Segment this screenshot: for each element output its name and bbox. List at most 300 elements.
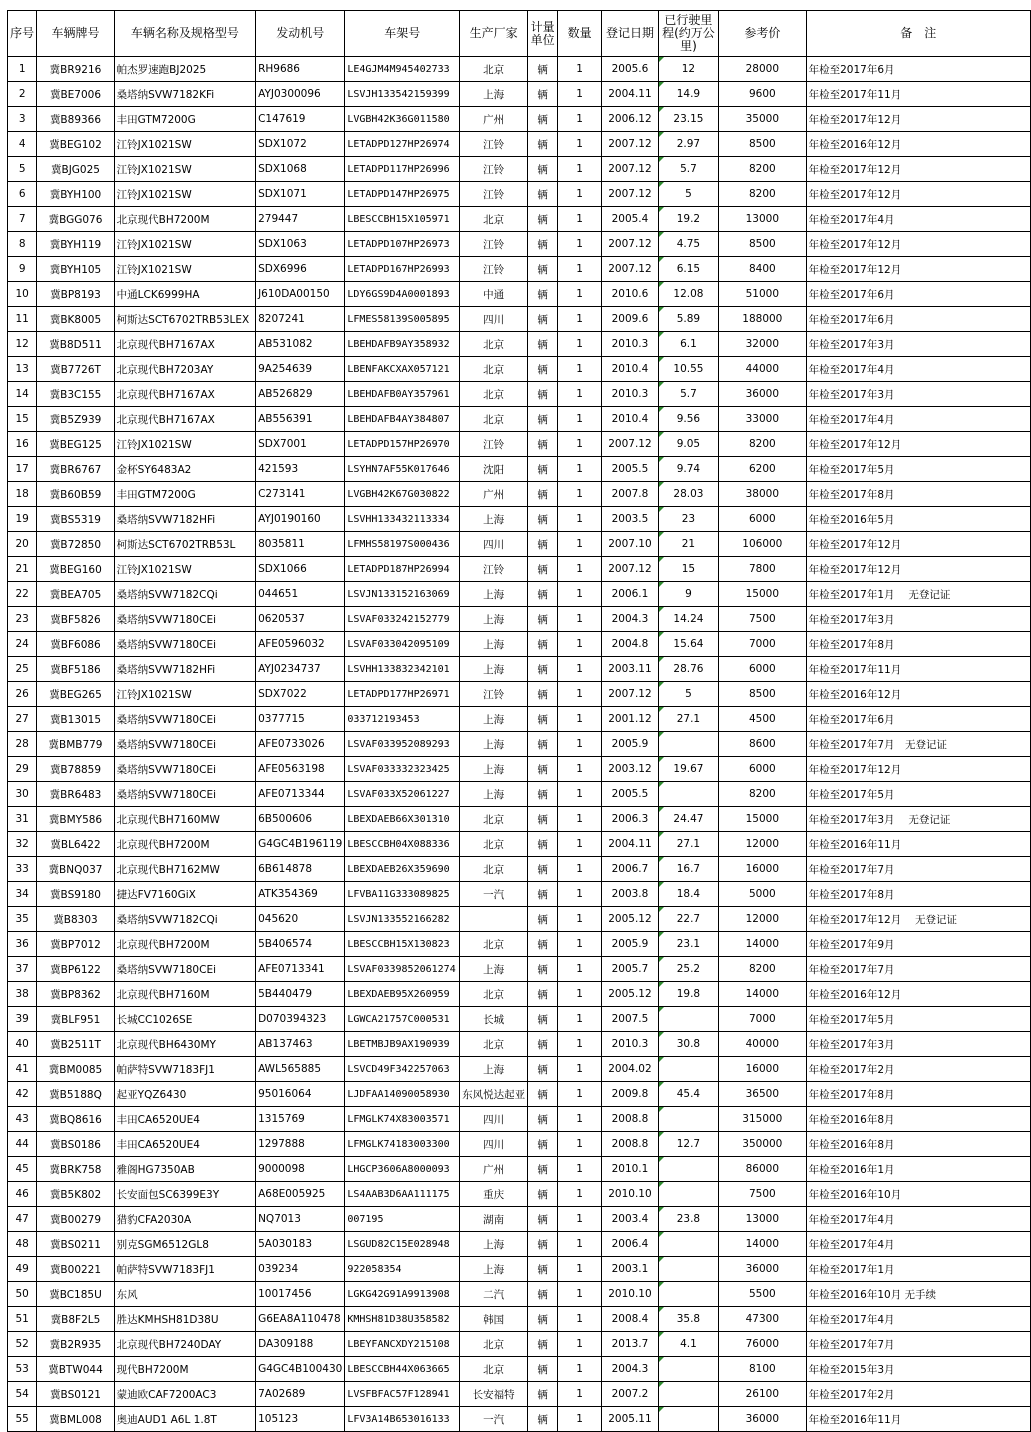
cell-model: 捷达FV7160GiX [114,882,255,907]
cell-model: 江铃JX1021SW [114,157,255,182]
cell-model: 北京现代BH7200M [114,207,255,232]
cell-model: 北京现代BH7240DAY [114,1332,255,1357]
cell-index: 11 [8,307,37,332]
cell-engine: 044651 [256,582,345,607]
cell-mileage: 5.7 [658,382,718,407]
cell-qty: 1 [558,282,602,307]
cell-qty: 1 [558,407,602,432]
cell-index: 35 [8,907,37,932]
cell-model: 桑塔纳SVW7180CEi [114,632,255,657]
table-row [8,407,1031,432]
cell-maker: 广州 [460,1157,528,1182]
cell-remarks: 年检至2017年12月 [806,107,1030,132]
cell-engine: SDX1072 [256,132,345,157]
cell-qty: 1 [558,657,602,682]
cell-unit: 辆 [528,1232,558,1257]
cell-date: 2003.12 [602,757,659,782]
cell-engine: SDX6996 [256,257,345,282]
cell-mileage: 9 [658,582,718,607]
table-row [8,257,1031,282]
cell-engine: 0377715 [256,707,345,732]
cell-unit: 辆 [528,382,558,407]
cell-price: 7500 [719,1182,807,1207]
cell-engine: 421593 [256,457,345,482]
cell-model: 江铃JX1021SW [114,257,255,282]
cell-mileage [658,1382,718,1407]
cell-unit: 辆 [528,332,558,357]
cell-engine: AB526829 [256,382,345,407]
table-row [8,757,1031,782]
table-row [8,607,1031,632]
cell-mileage: 27.1 [658,832,718,857]
cell-date: 2005.11 [602,1407,659,1432]
cell-unit: 辆 [528,882,558,907]
cell-index: 45 [8,1157,37,1182]
cell-index: 16 [8,432,37,457]
cell-remarks: 年检至2017年3月 [806,332,1030,357]
cell-engine: 039234 [256,1257,345,1282]
table-row [8,307,1031,332]
table-row [8,782,1031,807]
cell-price: 16000 [719,1057,807,1082]
cell-remarks: 年检至2017年12月 [806,257,1030,282]
cell-qty: 1 [558,982,602,1007]
cell-unit: 辆 [528,182,558,207]
cell-unit: 辆 [528,732,558,757]
table-row [8,482,1031,507]
cell-price: 38000 [719,482,807,507]
cell-model: 桑塔纳SVW7182CQi [114,582,255,607]
cell-unit: 辆 [528,1207,558,1232]
cell-vin: LFVBA11G333089825 [345,882,460,907]
cell-engine: AB556391 [256,407,345,432]
table-row [8,682,1031,707]
cell-qty: 1 [558,932,602,957]
cell-date: 2008.8 [602,1107,659,1132]
vehicle-table [7,10,1031,1432]
cell-plate: 冀BEG160 [37,557,114,582]
cell-plate: 冀B13015 [37,707,114,732]
cell-price: 14000 [719,1232,807,1257]
cell-maker: 北京 [460,832,528,857]
cell-index: 31 [8,807,37,832]
cell-remarks: 年检至2017年4月 [806,1307,1030,1332]
cell-engine: 95016064 [256,1082,345,1107]
cell-index: 13 [8,357,37,382]
cell-unit: 辆 [528,857,558,882]
cell-price: 36000 [719,1257,807,1282]
cell-plate: 冀B72850 [37,532,114,557]
cell-remarks: 年检至2017年9月 [806,932,1030,957]
cell-index: 34 [8,882,37,907]
cell-plate: 冀B7726T [37,357,114,382]
cell-plate: 冀BEG102 [37,132,114,157]
cell-date: 2004.3 [602,1357,659,1382]
cell-index: 23 [8,607,37,632]
cell-plate: 冀B2R935 [37,1332,114,1357]
cell-vin: LBETMBJB9AX190939 [345,1032,460,1057]
cell-mileage: 2.97 [658,132,718,157]
cell-vin: LVGBH42K67G030822 [345,482,460,507]
cell-mileage: 22.7 [658,907,718,932]
cell-maker: 北京 [460,407,528,432]
cell-vin: LBEXDAEB26X359690 [345,857,460,882]
cell-engine: G4GC4B196119 [256,832,345,857]
cell-model: 北京现代BH7167AX [114,407,255,432]
cell-index: 6 [8,182,37,207]
cell-price: 40000 [719,1032,807,1057]
header-cell-mileage: 已行驶里程(约万公里) [658,11,718,57]
table-row [8,857,1031,882]
cell-qty: 1 [558,1132,602,1157]
cell-price: 8200 [719,157,807,182]
cell-plate: 冀BS0211 [37,1232,114,1257]
cell-unit: 辆 [528,957,558,982]
cell-index: 26 [8,682,37,707]
cell-model: 东风 [114,1282,255,1307]
cell-index: 54 [8,1382,37,1407]
cell-qty: 1 [558,57,602,82]
cell-qty: 1 [558,382,602,407]
cell-engine: AB137463 [256,1032,345,1057]
cell-engine: DA309188 [256,1332,345,1357]
cell-unit: 辆 [528,707,558,732]
cell-qty: 1 [558,482,602,507]
cell-index: 15 [8,407,37,432]
cell-price: 15000 [719,582,807,607]
cell-remarks: 年检至2017年12月 [806,557,1030,582]
cell-index: 10 [8,282,37,307]
cell-index: 21 [8,557,37,582]
cell-model: 金杯SY6483A2 [114,457,255,482]
cell-maker: 重庆 [460,1182,528,1207]
header-cell-model: 车辆名称及规格型号 [114,11,255,57]
cell-remarks: 年检至2017年4月 [806,357,1030,382]
cell-plate: 冀BP6122 [37,957,114,982]
cell-vin: LSVAF033042095109 [345,632,460,657]
cell-plate: 冀BYH100 [37,182,114,207]
cell-index: 18 [8,482,37,507]
cell-index: 7 [8,207,37,232]
cell-vin: LVGBH42K36G011580 [345,107,460,132]
table-body [8,57,1031,1432]
table-row [8,932,1031,957]
cell-price: 8400 [719,257,807,282]
cell-maker: 北京 [460,807,528,832]
cell-remarks: 年检至2015年3月 [806,1357,1030,1382]
cell-vin: LSVCD49F342257063 [345,1057,460,1082]
cell-plate: 冀B78859 [37,757,114,782]
cell-qty: 1 [558,632,602,657]
cell-index: 41 [8,1057,37,1082]
cell-plate: 冀BP8362 [37,982,114,1007]
table-row [8,1382,1031,1407]
cell-model: 江铃JX1021SW [114,682,255,707]
cell-date: 2005.5 [602,782,659,807]
cell-unit: 辆 [528,1157,558,1182]
cell-plate: 冀BEA705 [37,582,114,607]
cell-maker: 北京 [460,357,528,382]
cell-qty: 1 [558,132,602,157]
cell-price: 9600 [719,82,807,107]
cell-remarks: 年检至2017年3月 [806,382,1030,407]
cell-plate: 冀BMY586 [37,807,114,832]
cell-model: 江铃JX1021SW [114,132,255,157]
cell-qty: 1 [558,607,602,632]
cell-engine: 10017456 [256,1282,345,1307]
cell-unit: 辆 [528,757,558,782]
cell-date: 2010.3 [602,332,659,357]
cell-vin: LGWCA21757C000531 [345,1007,460,1032]
cell-model: 北京现代BH6430MY [114,1032,255,1057]
cell-engine: 8035811 [256,532,345,557]
header-cell-date: 登记日期 [602,11,659,57]
cell-maker: 沈阳 [460,457,528,482]
cell-maker: 上海 [460,1057,528,1082]
cell-maker [460,907,528,932]
table-row [8,432,1031,457]
cell-date: 2004.02 [602,1057,659,1082]
cell-mileage: 19.2 [658,207,718,232]
cell-remarks: 年检至2016年12月 [806,132,1030,157]
cell-index: 42 [8,1082,37,1107]
table-row [8,82,1031,107]
cell-model: 江铃JX1021SW [114,182,255,207]
cell-model: 中通LCK6999HA [114,282,255,307]
cell-plate: 冀BF5186 [37,657,114,682]
cell-mileage: 18.4 [658,882,718,907]
cell-mileage: 23.8 [658,1207,718,1232]
cell-unit: 辆 [528,682,558,707]
cell-date: 2008.4 [602,1307,659,1332]
cell-index: 17 [8,457,37,482]
cell-index: 36 [8,932,37,957]
cell-date: 2005.5 [602,457,659,482]
cell-qty: 1 [558,557,602,582]
cell-model: 北京现代BH7167AX [114,382,255,407]
cell-price: 8600 [719,732,807,757]
cell-maker: 一汽 [460,882,528,907]
cell-maker: 东风悦达起亚 [460,1082,528,1107]
cell-date: 2005.6 [602,57,659,82]
table-row [8,1057,1031,1082]
cell-maker: 韩国 [460,1307,528,1332]
table-row [8,1207,1031,1232]
table-row [8,357,1031,382]
cell-vin: LETADPD177HP26971 [345,682,460,707]
cell-date: 2006.3 [602,807,659,832]
table-row [8,157,1031,182]
cell-date: 2010.10 [602,1182,659,1207]
cell-remarks: 年检至2017年3月 [806,607,1030,632]
cell-price: 315000 [719,1107,807,1132]
cell-date: 2007.8 [602,482,659,507]
cell-price: 8200 [719,957,807,982]
cell-maker: 上海 [460,1232,528,1257]
cell-model: 北京现代BH7162MW [114,857,255,882]
cell-remarks: 年检至2017年3月 [806,1032,1030,1057]
cell-unit: 辆 [528,907,558,932]
cell-vin: LBEYFANCXDY215108 [345,1332,460,1357]
cell-vin: LGKG42G91A9913908 [345,1282,460,1307]
cell-price: 7500 [719,607,807,632]
cell-unit: 辆 [528,1032,558,1057]
cell-plate: 冀BM0085 [37,1057,114,1082]
cell-qty: 1 [558,307,602,332]
cell-vin: LBENFAKCXAX057121 [345,357,460,382]
table-row [8,732,1031,757]
cell-plate: 冀BP8193 [37,282,114,307]
cell-vin: LBESCCBH04X088336 [345,832,460,857]
cell-remarks: 年检至2017年8月 [806,882,1030,907]
table-row [8,507,1031,532]
cell-maker: 北京 [460,57,528,82]
cell-engine: SDX1068 [256,157,345,182]
cell-model: 雅阁HG7350AB [114,1157,255,1182]
cell-plate: 冀BS0121 [37,1382,114,1407]
cell-qty: 1 [558,107,602,132]
cell-maker: 四川 [460,1132,528,1157]
cell-date: 2007.12 [602,257,659,282]
cell-maker: 上海 [460,632,528,657]
cell-plate: 冀BS9180 [37,882,114,907]
cell-remarks: 年检至2017年5月 [806,782,1030,807]
cell-engine: 045620 [256,907,345,932]
cell-mileage [658,1157,718,1182]
cell-vin: LFMHS58197S000436 [345,532,460,557]
cell-unit: 辆 [528,232,558,257]
cell-maker: 北京 [460,982,528,1007]
table-row [8,107,1031,132]
cell-qty: 1 [558,1382,602,1407]
cell-plate: 冀BRK758 [37,1157,114,1182]
cell-plate: 冀BLF951 [37,1007,114,1032]
cell-remarks: 年检至2016年5月 [806,507,1030,532]
cell-model: 北京现代BH7200M [114,932,255,957]
cell-qty: 1 [558,157,602,182]
cell-remarks: 年检至2017年5月 [806,1007,1030,1032]
cell-price: 7000 [719,632,807,657]
cell-model: 桑塔纳SVW7180CEi [114,757,255,782]
table-row [8,907,1031,932]
cell-engine: AB531082 [256,332,345,357]
cell-unit: 辆 [528,1007,558,1032]
cell-maker: 北京 [460,332,528,357]
cell-plate: 冀BMB779 [37,732,114,757]
header-cell-vin: 车架号 [345,11,460,57]
cell-date: 2004.8 [602,632,659,657]
cell-date: 2010.4 [602,407,659,432]
cell-date: 2003.4 [602,1207,659,1232]
table-row [8,707,1031,732]
cell-remarks: 年检至2017年12月 [806,432,1030,457]
cell-date: 2007.12 [602,182,659,207]
cell-price: 350000 [719,1132,807,1157]
cell-model: 桑塔纳SVW7180CEi [114,607,255,632]
cell-unit: 辆 [528,1057,558,1082]
cell-maker: 江铃 [460,432,528,457]
cell-qty: 1 [558,532,602,557]
cell-plate: 冀B8D511 [37,332,114,357]
table-row [8,982,1031,1007]
cell-vin: LSVAF033985206127​4 [345,957,460,982]
cell-engine: NQ7013 [256,1207,345,1232]
cell-unit: 辆 [528,532,558,557]
cell-unit: 辆 [528,1307,558,1332]
cell-vin: LETADPD127HP26974 [345,132,460,157]
cell-maker: 广州 [460,107,528,132]
cell-vin: LETADPD107HP26973 [345,232,460,257]
cell-date: 2010.6 [602,282,659,307]
cell-index: 28 [8,732,37,757]
cell-unit: 辆 [528,57,558,82]
cell-price: 8200 [719,782,807,807]
cell-unit: 辆 [528,632,558,657]
cell-index: 20 [8,532,37,557]
cell-engine: G6EA8A110478 [256,1307,345,1332]
cell-engine: SDX7001 [256,432,345,457]
cell-date: 2009.8 [602,1082,659,1107]
table-row [8,957,1031,982]
cell-price: 8200 [719,182,807,207]
cell-unit: 辆 [528,782,558,807]
cell-model: 江铃JX1021SW [114,432,255,457]
cell-engine: 1297888 [256,1132,345,1157]
cell-unit: 辆 [528,807,558,832]
cell-price: 6000 [719,757,807,782]
cell-date: 2007.10 [602,532,659,557]
cell-unit: 辆 [528,1382,558,1407]
cell-qty: 1 [558,1032,602,1057]
cell-vin: LETADPD117HP26996 [345,157,460,182]
cell-plate: 冀BR6767 [37,457,114,482]
cell-vin: LBEXDAEB66X301310 [345,807,460,832]
cell-plate: 冀B8F2L5 [37,1307,114,1332]
cell-vin: LSYHN7AF55K017646 [345,457,460,482]
cell-mileage: 15 [658,557,718,582]
cell-mileage: 6.15 [658,257,718,282]
cell-mileage: 24.47 [658,807,718,832]
cell-model: 北京现代BH7160MW [114,807,255,832]
cell-vin: LBESCCBH15X105971 [345,207,460,232]
cell-mileage: 16.7 [658,857,718,882]
cell-model: 别克SGM6512GL8 [114,1232,255,1257]
cell-date: 2005.7 [602,957,659,982]
cell-remarks: 年检至2016年12月 [806,682,1030,707]
cell-index: 37 [8,957,37,982]
cell-model: 江铃JX1021SW [114,557,255,582]
cell-price: 47300 [719,1307,807,1332]
cell-vin: LFMGLK74183003300 [345,1132,460,1157]
cell-qty: 1 [558,507,602,532]
cell-maker: 北京 [460,1032,528,1057]
table-row [8,1407,1031,1432]
cell-mileage: 23.1 [658,932,718,957]
cell-maker: 四川 [460,307,528,332]
header-cell-maker: 生产厂家 [460,11,528,57]
cell-unit: 辆 [528,207,558,232]
cell-remarks: 年检至2016年11月 [806,1407,1030,1432]
cell-engine: G4GC4B100430 [256,1357,345,1382]
cell-date: 2004.11 [602,82,659,107]
cell-qty: 1 [558,582,602,607]
cell-price: 188000 [719,307,807,332]
cell-index: 49 [8,1257,37,1282]
cell-maker: 上海 [460,782,528,807]
cell-unit: 辆 [528,832,558,857]
cell-plate: 冀BP7012 [37,932,114,957]
cell-unit: 辆 [528,107,558,132]
